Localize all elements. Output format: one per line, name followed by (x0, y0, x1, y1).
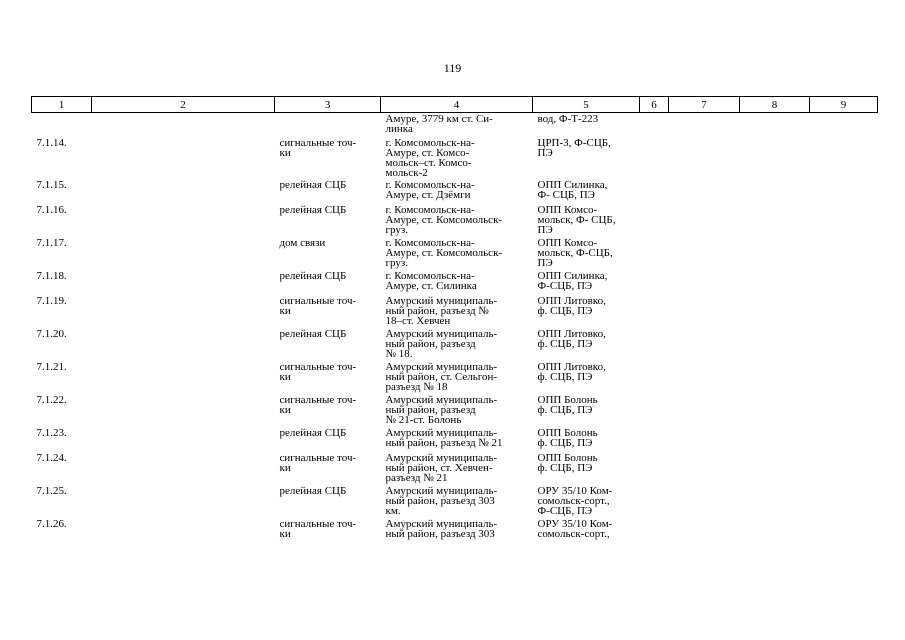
row-number: 7.1.23. (36, 427, 67, 439)
table-row (32, 362, 878, 395)
column-header: 9 (810, 97, 878, 113)
table-row (32, 453, 878, 486)
column-header: 8 (740, 97, 810, 113)
table-row (32, 180, 878, 205)
power-source: ОРУ 35/10 Ком- сомольск-сорт., Ф-СЦБ, ПЭ (537, 485, 613, 517)
document-table (31, 96, 878, 544)
column-header: 6 (640, 97, 669, 113)
row-number: 7.1.19. (36, 295, 67, 307)
object-type: сигнальные точ- ки (279, 361, 357, 383)
row-number: 7.1.25. (36, 485, 67, 497)
object-location: Амурский муниципаль- ный район, разъезд № 21-ст. Болонь (385, 394, 498, 426)
object-location: Амурский муниципаль- ный район, разъезд 303 км. (385, 485, 498, 517)
object-type: сигнальные точ- ки (279, 137, 357, 159)
table-row (32, 486, 878, 519)
row-number: 7.1.14. (36, 137, 67, 149)
column-header: 7 (669, 97, 740, 113)
object-location: Амурский муниципаль- ный район, разъезд № 18. (385, 328, 498, 360)
object-type: релейная СЦБ (279, 204, 347, 216)
column-header: 5 (533, 97, 640, 113)
power-source: ОПП Силинка, Ф- СЦБ, ПЭ (537, 179, 608, 201)
object-location: г. Комсомольск-на- Амуре, ст. Дзёмги (385, 179, 475, 201)
object-type: сигнальные точ- ки (279, 518, 357, 540)
table-row (32, 205, 878, 238)
column-header: 3 (275, 97, 381, 113)
power-source: ОПП Силинка, Ф-СЦБ, ПЭ (537, 270, 608, 292)
object-location: г. Комсомольск-на- Амуре, ст. Комсо- мольск–ст. Комсо- мольск-2 (385, 137, 475, 179)
power-source: ОПП Болонь ф. СЦБ, ПЭ (537, 394, 598, 416)
object-type: релейная СЦБ (279, 179, 347, 191)
object-location: г. Комсомольск-на- Амуре, ст. Комсомольск- груз. (385, 204, 503, 236)
power-source: ОПП Комсо- мольск, Ф- СЦБ, ПЭ (537, 204, 616, 236)
object-location: Амуре, 3779 км ст. Си- линка (385, 113, 493, 135)
object-location: Амурский муниципаль- ный район, ст. Сельгон- разъезд № 18 (385, 361, 498, 393)
table-row (32, 428, 878, 453)
object-type: релейная СЦБ (279, 328, 347, 340)
row-number (32, 113, 92, 139)
row-number: 7.1.16. (36, 204, 67, 216)
row-number: 7.1.24. (36, 452, 67, 464)
row-number: 7.1.17. (36, 237, 67, 249)
table-row (32, 329, 878, 362)
power-source: ЦРП-3, Ф-СЦБ, ПЭ (537, 137, 611, 159)
power-source: ОПП Литовко, ф. СЦБ, ПЭ (537, 295, 606, 317)
power-source: ОПП Болонь ф. СЦБ, ПЭ (537, 427, 598, 449)
object-type: сигнальные точ- ки (279, 295, 357, 317)
column-header: 4 (381, 97, 533, 113)
page-number: 119 (443, 61, 462, 75)
object-location: Амурский муниципаль- ный район, разъезд № 18–ст. Хевчен (385, 295, 498, 327)
object-type: релейная СЦБ (279, 427, 347, 439)
table-row (32, 519, 878, 544)
power-source: ОПП Болонь ф. СЦБ, ПЭ (537, 452, 598, 474)
row-number: 7.1.26. (36, 518, 67, 530)
object-type: релейная СЦБ (279, 270, 347, 282)
object-type: релейная СЦБ (279, 485, 347, 497)
power-source: ОПП Литовко, ф. СЦБ, ПЭ (537, 328, 606, 350)
table-row (32, 138, 878, 180)
row-number: 7.1.20. (36, 328, 67, 340)
object-type (275, 113, 381, 139)
power-source: ОРУ 35/10 Ком- сомольск-сорт., (537, 518, 613, 540)
table-row (32, 296, 878, 329)
object-type: сигнальные точ- ки (279, 394, 357, 416)
object-location: Амурский муниципаль- ный район, ст. Хевчен- разъезд № 21 (385, 452, 498, 484)
row-number: 7.1.18. (36, 270, 67, 282)
object-type: дом связи (279, 237, 326, 249)
row-number: 7.1.22. (36, 394, 67, 406)
table-row (32, 271, 878, 296)
column-header: 2 (92, 97, 275, 113)
power-source: вод, Ф-Т-223 (537, 113, 599, 125)
object-location: г. Комсомольск-на- Амуре, ст. Комсомольск- груз. (385, 237, 503, 269)
table-row (32, 238, 878, 271)
table-header-row (32, 97, 878, 113)
object-location: Амурский муниципаль- ный район, разъезд 303 (385, 518, 498, 540)
row-number: 7.1.15. (36, 179, 67, 191)
object-type: сигнальные точ- ки (279, 452, 357, 474)
table-row (32, 395, 878, 428)
power-source: ОПП Комсо- мольск, Ф-СЦБ, ПЭ (537, 237, 613, 269)
object-location: г. Комсомольск-на- Амуре, ст. Силинка (385, 270, 477, 292)
object-location: Амурский муниципаль- ный район, разъезд № 21 (385, 427, 503, 449)
row-number: 7.1.21. (36, 361, 67, 373)
table-row (32, 113, 878, 139)
column-header: 1 (32, 97, 92, 113)
power-source: ОПП Литовко, ф. СЦБ, ПЭ (537, 361, 606, 383)
